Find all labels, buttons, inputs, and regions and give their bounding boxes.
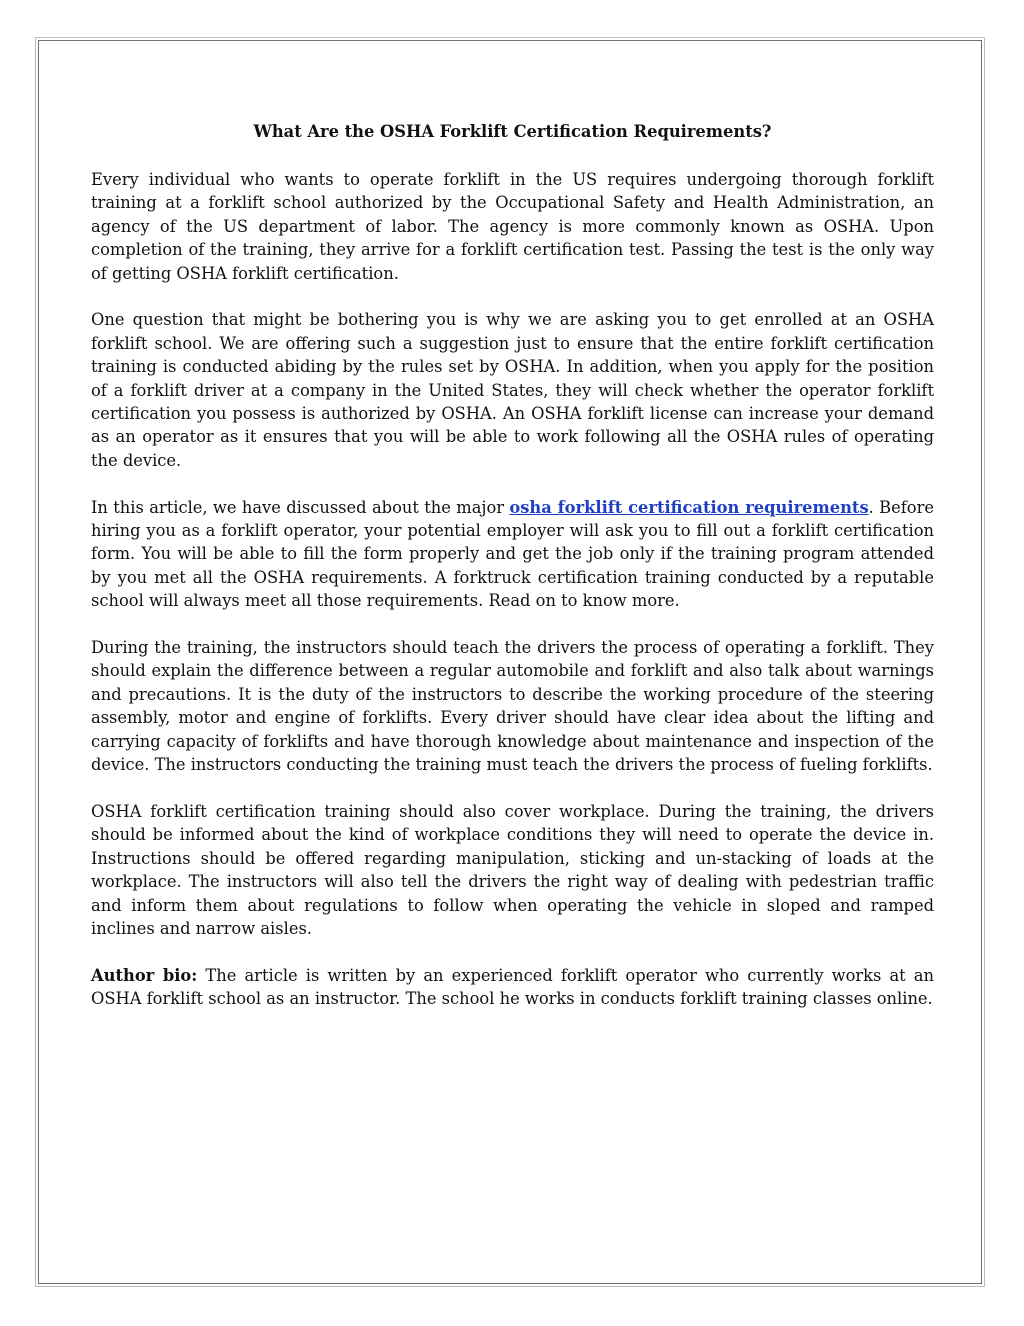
paragraph-workplace-training: OSHA forklift certification training should also cover workplace. During the training, the drivers should be informed about the kind of workplace conditions they will need to operate the device in. Instructions should be offered regarding manipulation, sticking and un-stacking of loads at the workplace. The instructors will also tell the drivers the right way of dealing with pedestrian traffic and inform them about regulations to follow when operating the vehicle in sloped and ramped inclines and narrow aisles.	[91, 801, 934, 938]
paragraph-requirements-overview	[91, 496, 934, 613]
paragraph-text-after-link: . Before hiring you as a forklift operator, your potential employer will ask you to fill out a forklift certification form. You will be able to fill the form properly and get the job only if the training program attended by you met all the OSHA requirements. A forktruck certification training conducted by a reputable school will always meet all those requirements. Read on to know more.	[91, 497, 934, 611]
document-body	[91, 120, 934, 1034]
author-bio	[91, 964, 934, 1011]
author-bio-label: Author bio:	[91, 965, 198, 985]
author-bio-text: The article is written by an experienced forklift operator who currently works at an OSHA forklift school as an instructor. The school he works in conducts forklift training classes online.	[91, 965, 935, 1009]
paragraph-text-before-link: In this article, we have discussed about the major	[91, 497, 510, 517]
paragraph-why-osha-school: One question that might be bothering you is why we are asking you to get enrolled at an OSHA forklift school. We are offering such a suggestion just to ensure that the entire forklift certification training is conducted abiding by the rules set by OSHA. In addition, when you apply for the position of a forklift driver at a company in the United States, they will check whether the operator forklift certification you possess is authorized by OSHA. An OSHA forklift license can increase your demand as an operator as it ensures that you will be able to work following all the OSHA rules of operating the device.	[91, 310, 934, 470]
paragraph-training-operations: During the training, the instructors should teach the drivers the process of operating a forklift. They should explain the difference between a regular automobile and forklift and also talk about warnings and precautions. It is the duty of the instructors to describe the working procedure of the steering assembly, motor and engine of forklifts. Every driver should have clear idea about the lifting and carrying capacity of forklifts and have thorough knowledge about maintenance and inspection of the device. The instructors conducting the training must teach the drivers the process of fueling forklifts.	[91, 638, 934, 775]
osha-requirements-link[interactable]: osha forklift certification requirements	[509, 497, 869, 517]
paragraph-intro: Every individual who wants to operate forklift in the US requires undergoing thorough forklift training at a forklift school authorized by the Occupational Safety and Health Administration, an agency of the US department of labor. The agency is more commonly known as OSHA. Upon completion of the training, they arrive for a forklift certification test. Passing the test is the only way of getting OSHA forklift certification.	[91, 170, 934, 283]
document-title: What Are the OSHA Forklift Certification Requirements?	[253, 122, 772, 141]
